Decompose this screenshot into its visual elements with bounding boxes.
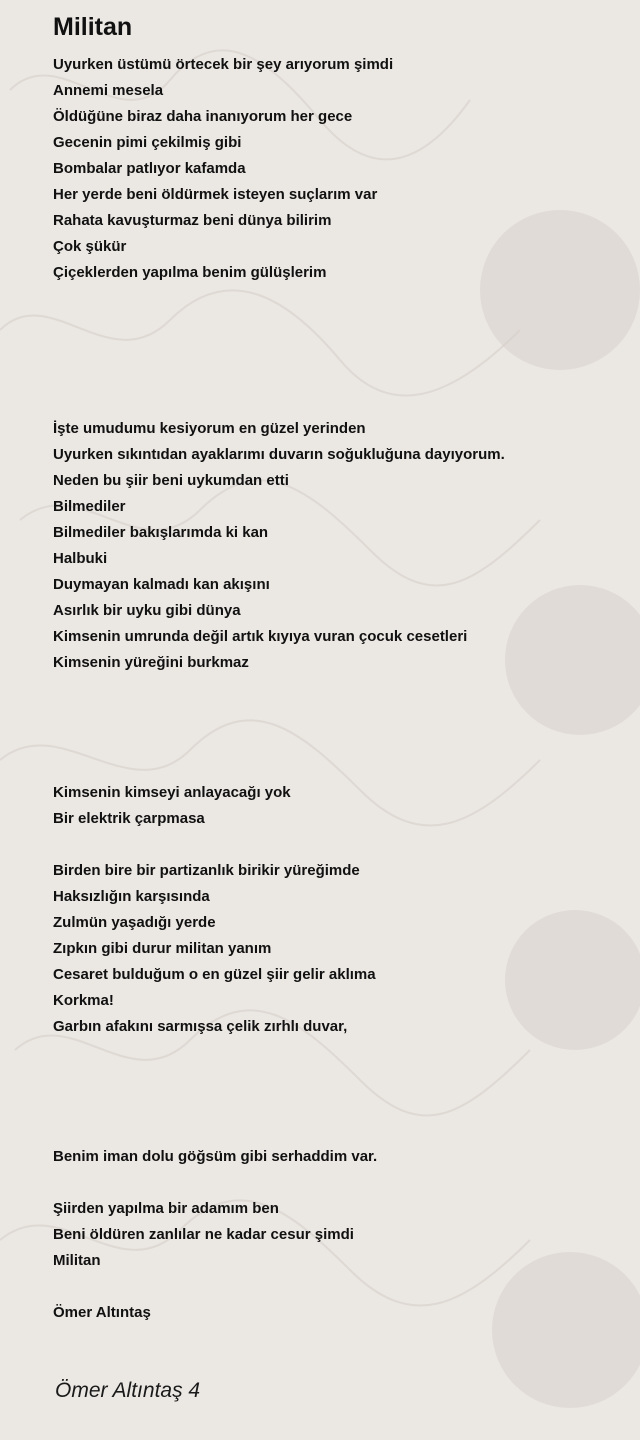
poem-line: Kimsenin umrunda değil artık kıyıya vuran çocuk cesetleri [53, 628, 468, 645]
stanza-gap [53, 1118, 613, 1144]
stanza-gap [53, 1092, 613, 1118]
poem-body [53, 52, 613, 1326]
stanza [53, 416, 613, 780]
poem-line: Uyurken üstümü örtecek bir şey arıyorum şimdi [53, 56, 394, 73]
poem-line: Kimsenin yüreğini burkmaz [53, 654, 249, 671]
stanza [53, 1196, 613, 1300]
poem-line: Zulmün yaşadığı yerde [53, 914, 216, 931]
poem-line: Ömer Altıntaş [53, 1304, 151, 1321]
poem-line: Korkma! [53, 992, 114, 1009]
poem-line: Bombalar patlıyor kafamda [53, 160, 246, 177]
stanza-gap [53, 676, 613, 702]
poem-title: Militan [53, 13, 133, 41]
stanza-gap [53, 312, 613, 338]
stanza-gap [53, 728, 613, 754]
stanza-gap [53, 1040, 613, 1066]
stanza [53, 1300, 613, 1326]
poem-line: Cesaret bulduğum o en güzel şiir gelir aklıma [53, 966, 376, 983]
poem-line: İşte umudumu kesiyorum en güzel yerinden [53, 420, 366, 437]
poem-line: Bilmediler bakışlarımda ki kan [53, 524, 269, 541]
poem-line: Beni öldüren zanlılar ne kadar cesur şimdi [53, 1226, 354, 1243]
stanza [53, 780, 613, 858]
stanza [53, 858, 613, 1144]
poem-line: Asırlık bir uyku gibi dünya [53, 602, 241, 619]
poem-line: Annemi mesela [53, 82, 164, 99]
poem-line: Gecenin pimi çekilmiş gibi [53, 134, 242, 151]
poem-line: Bir elektrik çarpmasa [53, 810, 205, 827]
poem-line: Rahata kavuşturmaz beni dünya bilirim [53, 212, 332, 229]
stanza-gap [53, 1274, 613, 1300]
stanza [53, 1144, 613, 1196]
stanza-gap [53, 390, 613, 416]
poem-line: Duymayan kalmadı kan akışını [53, 576, 270, 593]
stanza-gap [53, 702, 613, 728]
author-signature: Ömer Altıntaş 4 [55, 1379, 201, 1402]
poem-line: Kimsenin kimseyi anlayacağı yok [53, 784, 291, 801]
stanza-gap [53, 286, 613, 312]
poem-line: Militan [53, 1252, 101, 1269]
poem-line: Öldüğüne biraz daha inanıyorum her gece [53, 108, 353, 125]
poem-line: Haksızlığın karşısında [53, 888, 210, 905]
poem-line: Neden bu şiir beni uykumdan etti [53, 472, 289, 489]
stanza-gap [53, 1066, 613, 1092]
poem-line: Uyurken sıkıntıdan ayaklarımı duvarın soğukluğuna dayıyorum. [53, 446, 505, 463]
stanza-gap [53, 754, 613, 780]
poem-line: Şiirden yapılma bir adamım ben [53, 1200, 279, 1217]
poem-line: Bilmediler [53, 498, 126, 515]
poem-line: Birden bire bir partizanlık birikir yüreğimde [53, 862, 360, 879]
stanza-gap [53, 1170, 613, 1196]
poem-line: Her yerde beni öldürmek isteyen suçlarım var [53, 186, 378, 203]
stanza-gap [53, 338, 613, 364]
stanza-gap [53, 832, 613, 858]
poem-line: Zıpkın gibi durur militan yanım [53, 940, 272, 957]
poem-line: Çiçeklerden yapılma benim gülüşlerim [53, 264, 327, 281]
stanza-gap [53, 364, 613, 390]
stanza [53, 52, 613, 416]
poem-line: Halbuki [53, 550, 108, 567]
poem-line: Çok şükür [53, 238, 127, 255]
poem-line: Benim iman dolu göğsüm gibi serhaddim var. [53, 1148, 378, 1165]
poem-line: Garbın afakını sarmışsa çelik zırhlı duvar, [53, 1018, 348, 1035]
